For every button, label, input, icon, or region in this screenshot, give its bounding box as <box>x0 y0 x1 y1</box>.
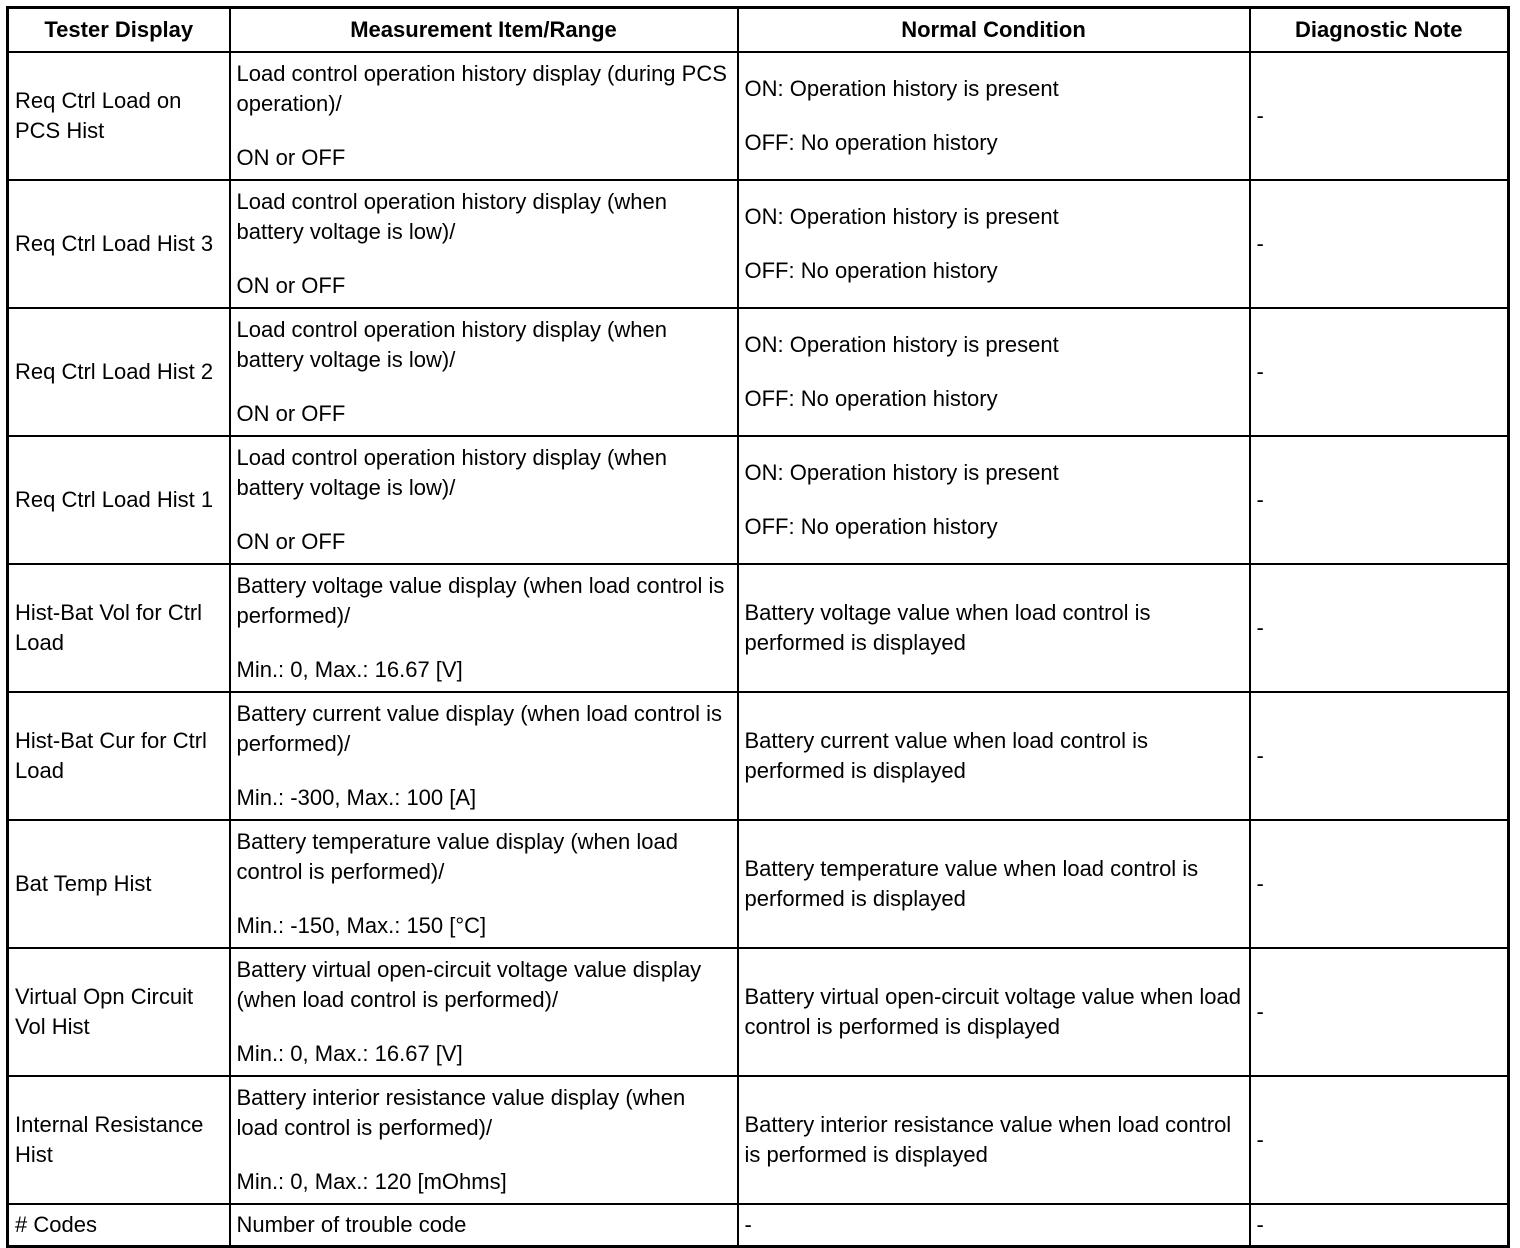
measurement-cell <box>230 820 738 948</box>
tester-display-cell: Hist-Bat Vol for Ctrl Load <box>8 564 230 692</box>
measurement-cell <box>230 180 738 308</box>
normal-condition-cell: Battery temperature value when load control is performed is displayed <box>738 820 1250 948</box>
measurement-description: Battery current value display (when load control is performed)/ <box>236 701 722 756</box>
measurement-description: Battery temperature value display (when load control is performed)/ <box>236 829 678 884</box>
diagnostic-note-cell: - <box>1250 308 1509 436</box>
tester-display-cell: Req Ctrl Load Hist 2 <box>8 308 230 436</box>
measurement-range: Min.: 0, Max.: 16.67 [V] <box>236 657 463 682</box>
diagnostic-note-cell: - <box>1250 436 1509 564</box>
condition-off: OFF: No operation history <box>744 130 998 155</box>
measurement-cell <box>230 308 738 436</box>
diagnostic-note-cell: - <box>1250 948 1509 1076</box>
table-row <box>8 308 1509 436</box>
measurement-cell <box>230 564 738 692</box>
tester-display-cell: Internal Resistance Hist <box>8 1076 230 1204</box>
measurement-description: Battery voltage value display (when load control is performed)/ <box>236 573 725 628</box>
measurement-range: Min.: 0, Max.: 120 [mOhms] <box>236 1169 507 1194</box>
table-row <box>8 1204 1509 1247</box>
condition-on: ON: Operation history is present <box>744 460 1059 485</box>
measurement-range: ON or OFF <box>236 401 346 426</box>
diagnostic-note-cell: - <box>1250 1204 1509 1247</box>
condition-on: ON: Operation history is present <box>744 76 1059 101</box>
condition-on: ON: Operation history is present <box>744 332 1059 357</box>
measurement-range: ON or OFF <box>236 273 346 298</box>
table-row <box>8 180 1509 308</box>
tester-display-cell: # Codes <box>8 1204 230 1247</box>
measurement-cell <box>230 948 738 1076</box>
table-row <box>8 564 1509 692</box>
measurement-cell <box>230 1076 738 1204</box>
header-measurement: Measurement Item/Range <box>230 8 738 53</box>
measurement-cell <box>230 52 738 180</box>
tester-display-cell: Req Ctrl Load Hist 1 <box>8 436 230 564</box>
diagnostic-note-cell: - <box>1250 820 1509 948</box>
table-row <box>8 820 1509 948</box>
diagnostic-note-cell: - <box>1250 180 1509 308</box>
tester-display-cell: Req Ctrl Load Hist 3 <box>8 180 230 308</box>
table-row <box>8 948 1509 1076</box>
measurement-description: Load control operation history display (when battery voltage is low)/ <box>236 317 667 372</box>
normal-condition-cell: Battery current value when load control is performed is displayed <box>738 692 1250 820</box>
table-row <box>8 1076 1509 1204</box>
diagnostic-note-cell: - <box>1250 692 1509 820</box>
tester-display-cell: Req Ctrl Load on PCS Hist <box>8 52 230 180</box>
measurement-range: ON or OFF <box>236 529 346 554</box>
table-row <box>8 436 1509 564</box>
measurement-description: Battery interior resistance value display (when load control is performed)/ <box>236 1085 686 1140</box>
tester-display-cell: Bat Temp Hist <box>8 820 230 948</box>
normal-condition-cell <box>738 180 1250 308</box>
tester-display-cell: Virtual Opn Circuit Vol Hist <box>8 948 230 1076</box>
tester-display-cell: Hist-Bat Cur for Ctrl Load <box>8 692 230 820</box>
diagnostic-note-cell: - <box>1250 564 1509 692</box>
normal-condition-cell: Battery interior resistance value when load control is performed is displayed <box>738 1076 1250 1204</box>
data-list-table <box>6 6 1510 1248</box>
normal-condition-cell: Battery voltage value when load control is performed is displayed <box>738 564 1250 692</box>
measurement-description: Load control operation history display (when battery voltage is low)/ <box>236 189 667 244</box>
normal-condition-cell: - <box>738 1204 1250 1247</box>
diagnostic-note-cell: - <box>1250 52 1509 180</box>
measurement-range: ON or OFF <box>236 145 346 170</box>
diagnostic-note-cell: - <box>1250 1076 1509 1204</box>
header-tester-display: Tester Display <box>8 8 230 53</box>
header-row <box>8 8 1509 53</box>
measurement-cell <box>230 436 738 564</box>
normal-condition-cell <box>738 308 1250 436</box>
header-normal-condition: Normal Condition <box>738 8 1250 53</box>
measurement-range: Min.: 0, Max.: 16.67 [V] <box>236 1041 463 1066</box>
measurement-description: Load control operation history display (when battery voltage is low)/ <box>236 445 667 500</box>
normal-condition-cell <box>738 52 1250 180</box>
measurement-range: Min.: -150, Max.: 150 [°C] <box>236 913 487 938</box>
table-row <box>8 692 1509 820</box>
measurement-description: Load control operation history display (during PCS operation)/ <box>236 61 727 116</box>
normal-condition-cell: Battery virtual open-circuit voltage value when load control is performed is displayed <box>738 948 1250 1076</box>
condition-off: OFF: No operation history <box>744 386 998 411</box>
condition-on: ON: Operation history is present <box>744 204 1059 229</box>
condition-off: OFF: No operation history <box>744 514 998 539</box>
measurement-description: Battery virtual open-circuit voltage value display (when load control is performed)/ <box>236 957 702 1012</box>
measurement-range: Min.: -300, Max.: 100 [A] <box>236 785 477 810</box>
measurement-cell: Number of trouble code <box>230 1204 738 1247</box>
normal-condition-cell <box>738 436 1250 564</box>
condition-off: OFF: No operation history <box>744 258 998 283</box>
measurement-cell <box>230 692 738 820</box>
header-diagnostic-note: Diagnostic Note <box>1250 8 1509 53</box>
table-row <box>8 52 1509 180</box>
